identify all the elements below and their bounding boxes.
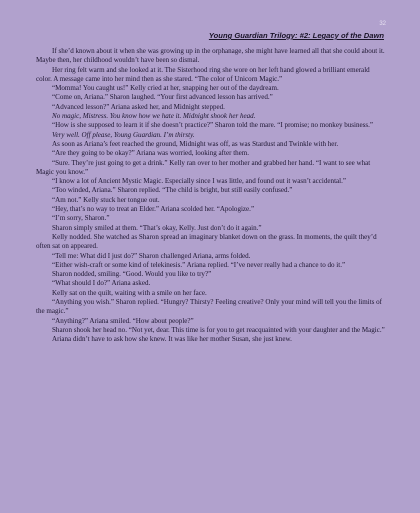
paragraph: “Advanced lesson?” Ariana asked her, and Midnight stepped. (52, 102, 225, 111)
paragraph: “Tell me: What did I just do?” Sharon challenged Ariana, arms folded. (52, 251, 251, 260)
paragraph: “Am not.” Kelly stuck her tongue out. (52, 195, 160, 204)
paragraph: Sharon shook her head no. “Not yet, dear. This time is for you to get reacquainted with your daughter and the Magic.” (52, 325, 385, 334)
paragraph: If she’d known about it when she was growing up in the orphanage, she might have learned all that she could about it. Maybe then, her childhood wouldn’t have been so dismal. (36, 47, 385, 65)
paragraph: “How is she supposed to learn it if she doesn’t practice?” Sharon told the mare. “I promise; no monkey business.” (52, 121, 374, 130)
paragraph: “Anything?” Ariana smiled. “How about people?” (52, 316, 194, 325)
paragraph: As soon as Ariana’s feet reached the ground, Midnight was off, as was Stardust and Twinkle with her. (52, 139, 339, 148)
paragraph: Sharon nodded, smiling. “Good. Would you like to try?” (52, 270, 212, 279)
paragraph: “Too winded, Ariana.” Sharon replied. “The child is bright, but still easily confused.” (52, 186, 293, 195)
paragraph: “What should I do?” Ariana asked. (52, 279, 151, 288)
telepathic-paragraph: No magic, Mistress. You know how we hate it. Midnight shook her head. (52, 112, 256, 121)
paragraph: Ariana didn’t have to ask how she knew. It was like her mother Susan, she just knew. (52, 335, 292, 344)
paragraph: “Either wish-craft or some kind of telekinesis.” Ariana replied. “I’ve never really had a chance to do it.” (52, 260, 346, 269)
running-header: Young Guardian Trilogy: #2: Legacy of the Dawn (208, 31, 384, 40)
paragraph: “Come on, Ariana.” Sharon laughed. “Your first advanced lesson has arrived.” (52, 93, 273, 102)
paragraph: Kelly sat on the quilt, waiting with a smile on her face. (52, 288, 207, 297)
paragraph: Her ring felt warm and she looked at it. The Sisterhood ring she wore on her left hand glowed a brilliant emerald color. A message came into her mind then as she stared. “The color of Unicorn Magic.” (36, 65, 370, 83)
paragraph: “Sure. They’re just going to get a drink.” Kelly ran over to her mother and grabbed her hand. “I want to see what Magic you know.” (36, 158, 371, 176)
paragraph: “Are they going to be okay?” Ariana was worried, looking after them. (52, 149, 250, 158)
paragraph: “Anything you wish.” Sharon replied. “Hungry? Thirsty? Feeling creative? Only your mind will tell you the limits of the magic.” (36, 298, 383, 316)
paragraph: “I’m sorry, Sharon.” (52, 214, 110, 223)
paragraph: “Hey, that’s no way to treat an Elder.” Ariana scolded her. “Apologize.” (52, 205, 255, 214)
telepathic-paragraph: Very well. Off please, Young Guardian. I’m thirsty. (52, 130, 195, 139)
paragraph: “I know a lot of Ancient Mystic Magic. Especially since I was little, and found out it wasn’t accidental.” (52, 177, 346, 186)
paragraph: “Momma! You caught us!” Kelly cried at her, snapping her out of the daydream. (52, 84, 279, 93)
paragraph: Sharon simply smiled at them. “That’s okay, Kelly. Just don’t do it again.” (52, 223, 262, 232)
body-text (36, 47, 386, 345)
paragraph: Kelly nodded. She watched as Sharon spread an imaginary blanket down on the grass. In moments, the quilt they’d often sat on appeared. (36, 232, 377, 251)
page-number: 32 (379, 21, 386, 27)
